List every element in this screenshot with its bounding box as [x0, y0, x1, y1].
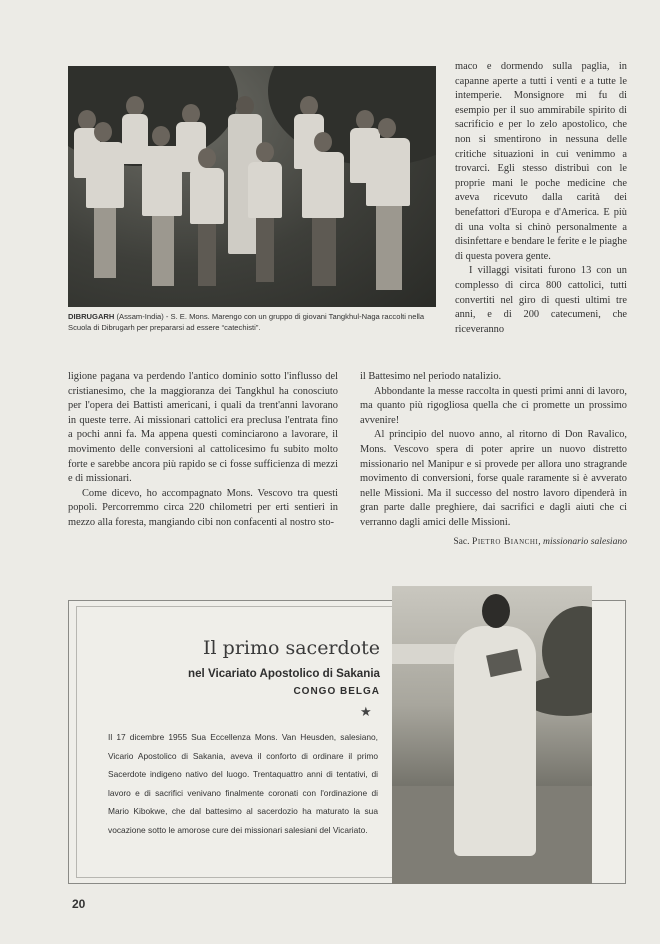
- page-number: 20: [72, 897, 86, 911]
- paragraph: Come dicevo, ho accompagnato Mons. Vescovo tra questi popoli. Percorremmo circa 220 chilometri per erti sentieri in mezzo alla foresta, mangiando cibi non confacenti al nostro sto-: [68, 487, 338, 528]
- paragraph: Abbondante la messe raccolta in questi primi anni di lavoro, ma quanto più rigogliosa quella che ci promette un prossimo avvenire!: [360, 385, 627, 426]
- box-title: Il primo sacerdote: [203, 637, 380, 659]
- left-column: [68, 370, 338, 531]
- signature-role: , missionario salesiano: [538, 535, 627, 547]
- right-top-column: [455, 60, 627, 337]
- priest-photo: [392, 586, 592, 884]
- photo-caption: [68, 311, 440, 333]
- paragraph: maco e dormendo sulla paglia, in capanne aperte a tutti i venti e a tutte le intemperie. Monsignore mi fu di esempio per il suo ammirabile spirito di sacrificio e per lo zelo apostolico, che non si smentirono in nessuna delle critiche situazioni in cui venimmo a trovarci. Egli stesso distribuì con le proprie mani le poche medicine che aveva ricevuto dalla carità dei benefattori d'Europa e d'America. E più di una volta si chinò personalmente a disinfettare e bendare le ferite e le piaghe di questa povera gente.: [455, 61, 627, 262]
- caption-place: DIBRUGARH: [68, 312, 115, 321]
- paragraph: Al principio del nuovo anno, al ritorno di Don Ravalico, Mons. Vescovo spera di poter aprire un nuovo distretto missionario nel Manipur e si provede per allora uno stragrande movimento di conversioni, forse quale raramente si è avverato nelle Missioni. Ma il successo del nostro lavoro dipenderà in gran parte dalle preghiere, dai sacrifici e dagli aiuti che ci verranno dagli amici delle Missioni.: [360, 429, 627, 528]
- box-text: Il 17 dicembre 1955 Sua Eccellenza Mons. Van Heusden, salesiano, Vicario Apostolico di Sakania, aveva il conforto di ordinare il primo Sacerdote indigeno nativo del luogo. Trentaquattro anni di tentativi, di lavoro e di sacrifici venivano finalmente coronati con l'ordinazione di Mario Kibokwe, che dal battesimo al sacerdozio ha maturato la sua vocazione sotto le amorose cure dei missionari salesiani del Vicariato.: [108, 732, 378, 835]
- group-photo: [68, 66, 436, 307]
- caption-text: (Assam-India) - S. E. Mons. Marengo con un gruppo di giovani Tangkhul-Naga raccolti nella Scuola di Dibrugarh per prepararsi ad essere “catechisti”.: [68, 312, 425, 332]
- box-subtitle: nel Vicariato Apostolico di Sakania: [188, 667, 380, 680]
- signature-name: Pietro Bianchi: [471, 535, 539, 547]
- star-icon: ★: [360, 704, 372, 719]
- box-region: CONGO BELGA: [293, 686, 380, 697]
- paragraph: I villaggi visitati furono 13 con un complesso di circa 800 cattolici, tutti convertiti nel giro di questi ultimi tre anni, e di 200 catecumeni, che riceveranno: [455, 265, 627, 335]
- signature: [360, 535, 627, 550]
- right-column: [360, 370, 627, 549]
- signature-prefix: Sac.: [453, 535, 472, 547]
- paragraph: ligione pagana va perdendo l'antico dominio sotto l'influsso del cristianesimo, che la maggioranza dei Tangkhul ha conosciuto per l'opera dei Battisti americani, i quali da trent'anni lavorano in queste terre. Ai missionari cattolici era preclusa l'entrata fino a pochi anni fa. Ma appena questi cominciarono a lavorare, il movimento delle conversioni al cattolicesimo fu subito molto forte e sarebbe ancora più rapido se ci fosse sufficienza di mezzi e di missionari.: [68, 371, 338, 485]
- paragraph: il Battesimo nel periodo natalizio.: [360, 371, 502, 382]
